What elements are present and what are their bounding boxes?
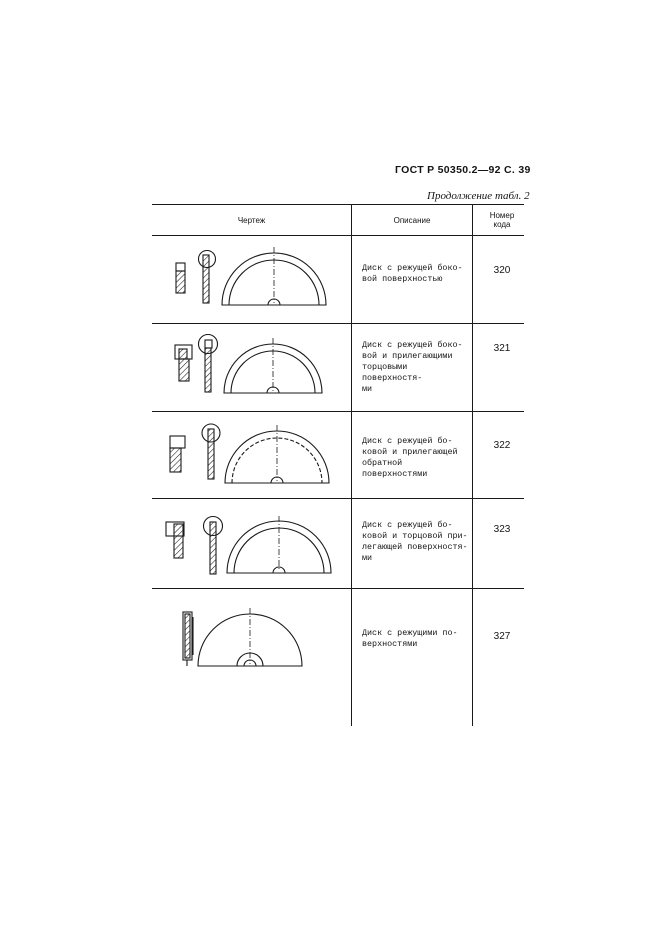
description-line: торцовыми поверхностя- xyxy=(362,362,423,383)
description-line: Диск с режущими по- xyxy=(362,628,458,638)
drawing-disc-323 xyxy=(166,516,331,574)
description-line: Диск с режущей боко- xyxy=(362,340,463,350)
description-line: ми xyxy=(362,384,373,394)
column-header-code-line2: кода xyxy=(493,220,511,229)
description-line: Диск с режущей боко- xyxy=(362,263,463,273)
row-code: 323 xyxy=(493,524,511,535)
description-line: Диск с режущей бо- xyxy=(362,436,453,446)
column-header-drawing: Чертеж xyxy=(237,216,266,225)
row-code: 320 xyxy=(493,265,511,276)
row-code: 327 xyxy=(493,631,511,642)
description-line: верхностями xyxy=(362,639,418,649)
description-line: ковой и прилегающей xyxy=(362,447,458,457)
table-continuation-label: Продолжение табл. 2 xyxy=(427,190,530,202)
description-line: легающей поверхностя- xyxy=(362,542,468,552)
row-code: 321 xyxy=(493,343,511,354)
description-line: ковой и торцовой при- xyxy=(362,531,468,541)
description-line: обратной поверхностями xyxy=(362,458,428,479)
drawing-disc-327 xyxy=(183,608,302,666)
column-header-description: Описание xyxy=(393,216,431,225)
description-line: вой и прилегающими xyxy=(362,351,453,361)
column-header-code-line1: Номер xyxy=(489,211,515,220)
description-line: ми xyxy=(362,553,373,563)
description-line: Диск с режущей бо- xyxy=(362,520,453,530)
drawing-disc-320 xyxy=(176,247,326,305)
row-code: 322 xyxy=(493,440,511,451)
page-header: ГОСТ Р 50350.2—92 С. 39 xyxy=(395,164,531,176)
drawing-disc-321 xyxy=(175,335,322,394)
description-line: вой поверхностью xyxy=(362,274,443,284)
drawing-disc-322 xyxy=(170,424,329,483)
